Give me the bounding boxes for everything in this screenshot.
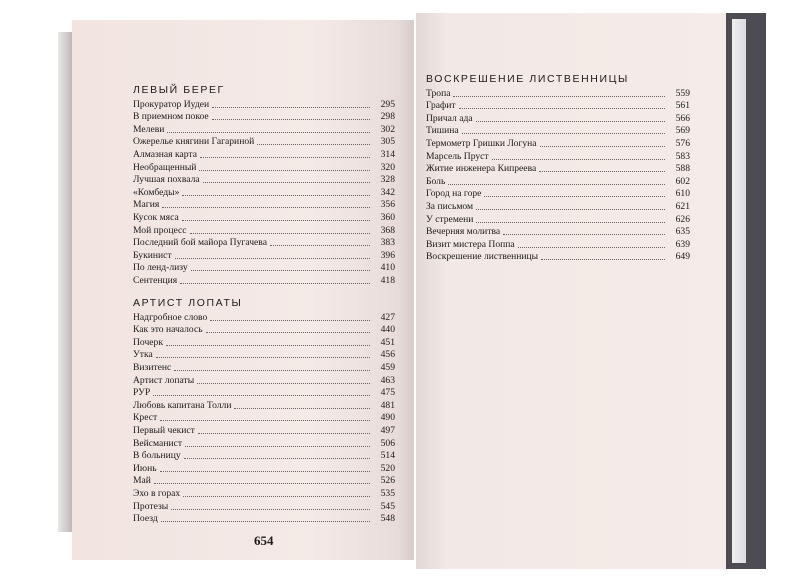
toc-leader-dots [210,320,370,321]
toc-entry-page: 639 [675,238,690,250]
toc-entry [133,261,395,274]
toc-entry [133,173,395,186]
toc-leader-dots [462,133,665,134]
toc-entry-page: 459 [380,361,395,373]
toc-entry-page: 545 [380,500,395,512]
toc-entry-title: Мелеви [133,123,165,135]
toc-entry-page: 410 [380,262,395,274]
toc-entry-title: В приемном покое [133,111,209,123]
toc-leader-dots [190,233,371,234]
toc-entry-title: Тишина [426,125,459,137]
toc-list-left-bank [133,97,395,286]
toc-entry [133,223,395,236]
toc-leader-dots [539,171,665,172]
toc-entry-title: Эхо в горах [133,487,181,499]
toc-entry-page: 320 [380,161,395,173]
toc-leader-dots [540,146,665,147]
toc-entry-title: За письмом [426,200,474,212]
toc-leader-dots [206,332,370,333]
toc-entry-title: Сентенция [133,274,178,286]
toc-entry [426,225,690,238]
toc-entry-title: Город на горе [426,188,482,200]
toc-leader-dots [492,159,665,160]
toc-entry-page: 635 [675,226,690,238]
toc-entry [133,474,395,487]
toc-entry-title: Лучшая похвала [133,174,200,186]
toc-entry-page: 481 [380,399,395,411]
toc-entry-page: 475 [380,387,395,399]
toc-entry [133,411,395,424]
toc-entry-page: 520 [380,462,395,474]
toc-entry-page: 298 [380,111,395,123]
toc-leader-dots [153,395,370,396]
toc-entry-title: Ожерелье княгини Гагариной [133,136,255,148]
toc-leader-dots [167,132,370,133]
toc-entry-title: Вечерняя молитва [426,226,501,238]
toc-entry-page: 295 [380,98,395,110]
toc-entry [426,149,690,162]
toc-entry [133,160,395,173]
toc-entry [133,97,395,110]
toc-entry-page: 490 [380,412,395,424]
toc-entry-title: Артист лопаты [133,374,195,386]
book-cover-edge [726,13,766,569]
toc-entry-title: Утка [133,349,153,361]
toc-entry [426,250,690,263]
toc-entry-page: 427 [380,311,395,323]
toc-entry-title: Магия [133,199,160,211]
toc-leader-dots [171,509,370,510]
toc-entry-page: 396 [380,249,395,261]
toc-entry [426,111,690,124]
toc-entry [426,99,690,112]
toc-entry-title: Термометр Гришки Логуна [426,137,537,149]
toc-entry [133,198,395,211]
page-block-edge [732,19,746,563]
toc-leader-dots [154,483,370,484]
toc-entry-title: Надгробное слово [133,311,208,323]
toc-entry [133,135,395,148]
toc-entry-title: Последний бой майора Пугачева [133,237,267,249]
toc-leader-dots [541,259,665,260]
toc-entry [133,273,395,286]
toc-entry-title: Боль [426,175,446,187]
toc-entry-title: Житие инженера Кипреева [426,163,537,175]
toc-entry-title: Первый чекист [133,424,195,436]
toc-entry [426,212,690,225]
toc-entry [133,373,395,386]
toc-leader-dots [175,258,370,259]
toc-entry [133,310,395,323]
toc-entry [133,436,395,449]
toc-leader-dots [197,383,370,384]
toc-leader-dots [270,245,370,246]
toc-leader-dots [212,119,370,120]
toc-entry-title: Воскрешение лиственницы [426,251,539,263]
toc-entry-title: РУР [133,387,151,399]
toc-leader-dots [198,433,370,434]
toc-entry-title: Марсель Пруст [426,150,489,162]
toc-entry [133,423,395,436]
toc-entry [133,449,395,462]
toc-entry [133,486,395,499]
toc-entry-title: В больницу [133,450,181,462]
toc-entry-title: Визитенс [133,361,172,373]
section-title-shovel-artist: АРТИСТ ЛОПАТЫ [133,297,243,309]
toc-entry-page: 610 [675,188,690,200]
toc-entry-page: 314 [380,148,395,160]
toc-leader-dots [160,420,370,421]
toc-entry-title: Графит [426,100,456,112]
toc-list-larch-resurrection [426,86,690,262]
toc-entry [133,122,395,135]
toc-entry-title: Июнь [133,462,157,474]
toc-entry-page: 506 [380,437,395,449]
toc-entry-page: 649 [675,251,690,263]
toc-entry-page: 514 [380,450,395,462]
toc-entry-title: Прокуратор Иудеи [133,98,210,110]
toc-leader-dots [234,408,370,409]
toc-entry-page: 548 [380,513,395,525]
toc-leader-dots [476,209,665,210]
toc-entry-title: У стремени [426,213,474,225]
toc-leader-dots [476,121,665,122]
toc-entry-title: Как это началось [133,324,203,336]
toc-entry-title: Необращенный [133,161,197,173]
toc-entry-page: 463 [380,374,395,386]
section-title-left-bank: ЛЕВЫЙ БЕРЕГ [133,84,225,96]
toc-entry [426,237,690,250]
toc-entry [426,174,690,187]
toc-entry [133,499,395,512]
toc-leader-dots [212,107,370,108]
toc-entry [426,136,690,149]
toc-leader-dots [166,345,370,346]
toc-leader-dots [200,157,370,158]
toc-entry-title: Визит мистера Поппа [426,238,515,250]
toc-entry [426,187,690,200]
toc-entry-page: 526 [380,475,395,487]
toc-entry [133,236,395,249]
toc-entry [133,210,395,223]
toc-entry-title: Букинист [133,249,172,261]
toc-entry-page: 305 [380,136,395,148]
toc-leader-dots [156,357,370,358]
toc-entry-page: 383 [380,237,395,249]
toc-entry-title: Почерк [133,336,164,348]
toc-entry-title: Мой процесс [133,224,187,236]
toc-leader-dots [182,195,370,196]
toc-entry [133,360,395,373]
toc-entry-title: Протезы [133,500,169,512]
toc-leader-dots [199,170,370,171]
toc-entry-title: Любовь капитана Толли [133,399,232,411]
section-title-larch-resurrection: ВОСКРЕШЕНИЕ ЛИСТВЕННИЦЫ [426,73,629,85]
toc-entry-page: 621 [675,200,690,212]
toc-entry-title: Крест [133,412,158,424]
toc-entry-page: 569 [675,125,690,137]
page-number: 654 [254,533,274,548]
toc-entry [133,323,395,336]
toc-entry-title: Причал ада [426,112,473,124]
toc-entry-page: 535 [380,487,395,499]
toc-entry-page: 360 [380,211,395,223]
toc-entry [426,86,690,99]
toc-entry-page: 440 [380,324,395,336]
toc-list-shovel-artist [133,310,395,524]
toc-entry [133,348,395,361]
toc-entry-page: 302 [380,123,395,135]
toc-leader-dots [182,220,370,221]
toc-entry-page: 497 [380,424,395,436]
toc-entry-page: 368 [380,224,395,236]
toc-entry-page: 561 [675,100,690,112]
toc-leader-dots [203,182,370,183]
toc-entry-page: 626 [675,213,690,225]
toc-entry [133,248,395,261]
toc-leader-dots [459,108,665,109]
toc-entry-title: Алмазная карта [133,148,197,160]
toc-entry-page: 588 [675,163,690,175]
toc-leader-dots [476,222,665,223]
toc-leader-dots [453,96,665,97]
toc-entry-page: 456 [380,349,395,361]
toc-entry [133,110,395,123]
toc-entry-page: 328 [380,174,395,186]
toc-leader-dots [184,458,370,459]
toc-leader-dots [484,196,665,197]
toc-entry-title: «Комбеды» [133,186,180,198]
toc-leader-dots [174,370,370,371]
toc-leader-dots [191,270,370,271]
toc-entry-page: 576 [675,137,690,149]
toc-leader-dots [448,184,665,185]
toc-entry [133,398,395,411]
toc-entry [133,335,395,348]
toc-entry-page: 566 [675,112,690,124]
toc-entry [426,162,690,175]
toc-leader-dots [503,234,665,235]
toc-leader-dots [180,283,370,284]
toc-leader-dots [162,207,370,208]
toc-entry [426,199,690,212]
toc-leader-dots [257,144,370,145]
toc-leader-dots [518,247,665,248]
toc-entry-title: Вейсманист [133,437,183,449]
toc-entry-title: Тропа [426,87,451,99]
toc-entry-title: Поезд [133,513,158,525]
toc-leader-dots [160,471,370,472]
toc-entry [133,461,395,474]
toc-entry-title: Кусок мяса [133,211,179,223]
spine-shadow [58,32,72,532]
toc-leader-dots [161,521,370,522]
toc-entry-title: По ленд-лизу [133,262,188,274]
toc-entry-page: 559 [675,87,690,99]
toc-leader-dots [183,496,370,497]
toc-entry-page: 342 [380,186,395,198]
toc-entry-title: Май [133,475,151,487]
toc-entry [133,147,395,160]
toc-entry [133,512,395,525]
toc-entry-page: 451 [380,336,395,348]
toc-entry-page: 583 [675,150,690,162]
toc-entry-page: 356 [380,199,395,211]
toc-entry [133,185,395,198]
toc-entry-page: 418 [380,274,395,286]
toc-entry [133,386,395,399]
toc-leader-dots [185,446,370,447]
toc-entry-page: 602 [675,175,690,187]
toc-entry [426,124,690,137]
